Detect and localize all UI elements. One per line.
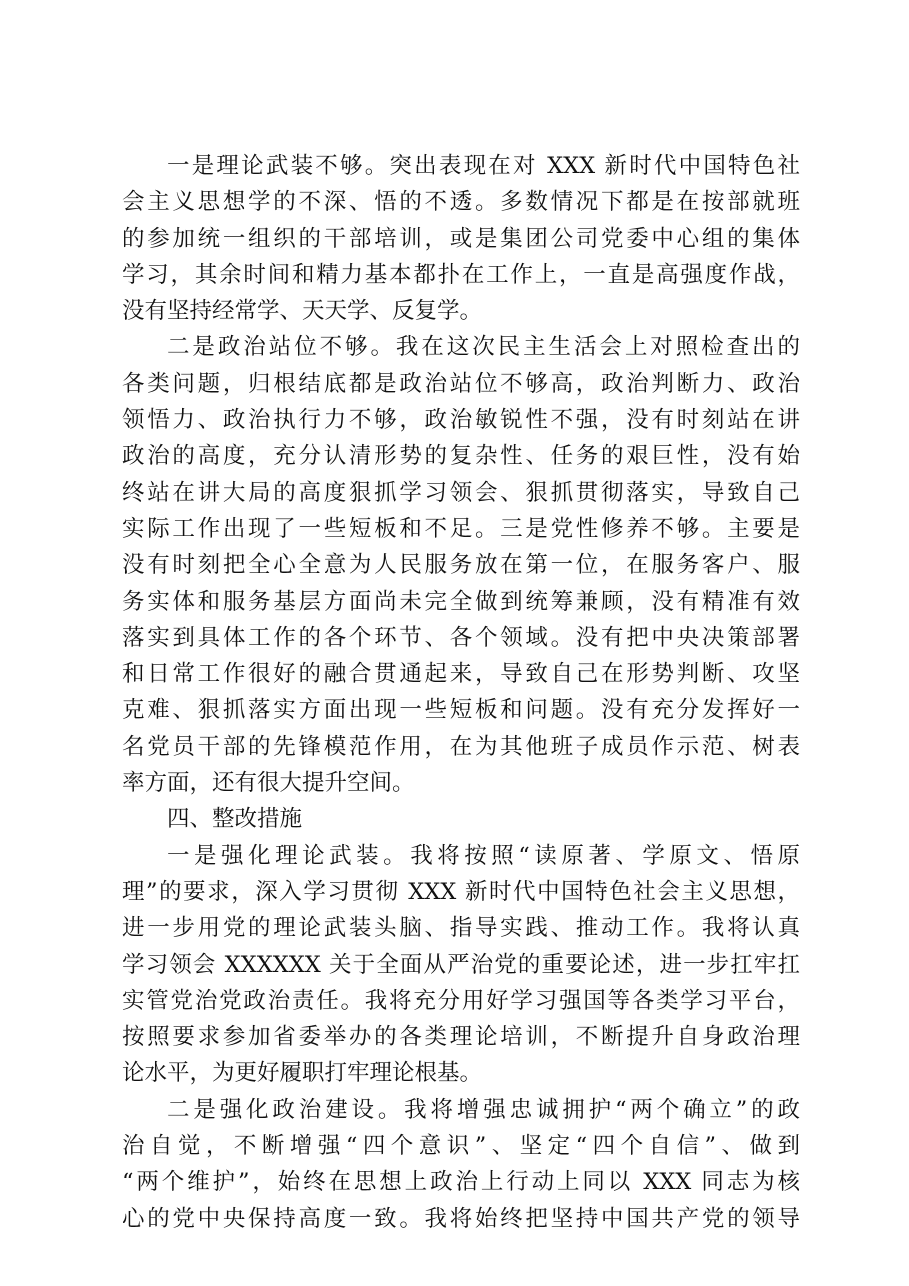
text-line: 没有坚持经常学、天天学、反复学。 <box>122 298 483 325</box>
text-line: 治自觉，不断增强“四个意识”、坚定“四个自信”、做到 <box>122 1133 800 1160</box>
document-body <box>122 148 800 1237</box>
text-line: 率方面，还有很大提升空间。 <box>122 770 415 797</box>
text-line: 务实体和服务基层方面尚未完全做到统筹兼顾，没有精准有效 <box>122 588 800 615</box>
text-line: 按照要求参加省委举办的各类理论培训，不断提升自身政治理 <box>122 1024 800 1051</box>
text-line: 理”的要求，深入学习贯彻 XXX 新时代中国特色社会主义思想， <box>122 878 800 905</box>
text-line: 会主义思想学的不深、悟的不透。多数情况下都是在按部就班 <box>122 189 800 216</box>
text-line: 克难、狠抓落实方面出现一些短板和问题。没有充分发挥好一 <box>122 697 800 724</box>
text-line: 实际工作出现了一些短板和不足。三是党性修养不够。主要是 <box>122 515 800 542</box>
text-line: 实管党治党政治责任。我将充分用好学习强国等各类学习平台， <box>122 987 800 1014</box>
text-line: 和日常工作很好的融合贯通起来，导致自己在形势判断、攻坚 <box>122 661 800 688</box>
text-line: 各类问题，归根结底都是政治站位不够高，政治判断力、政治 <box>122 370 800 397</box>
text-line: 二是政治站位不够。我在这次民主生活会上对照检查出的 <box>167 334 800 361</box>
text-line: 一是强化理论武装。我将按照“读原著、学原文、悟原 <box>167 842 800 869</box>
section-heading: 四、整改措施 <box>167 806 303 833</box>
text-line: 心的党中央保持高度一致。我将始终把坚持中国共产党的领导 <box>122 1205 800 1232</box>
text-line: 终站在讲大局的高度狠抓学习领会、狠抓贯彻落实，导致自己 <box>122 479 800 506</box>
text-line: “两个维护”，始终在思想上政治上行动上同以 XXX 同志为核 <box>122 1169 800 1196</box>
text-line: 领悟力、政治执行力不够，政治敏锐性不强，没有时刻站在讲 <box>122 407 800 434</box>
text-line: 二是强化政治建设。我将增强忠诚拥护“两个确立”的政 <box>167 1096 800 1123</box>
text-line: 落实到具体工作的各个环节、各个领域。没有把中央决策部署 <box>122 624 800 651</box>
text-line: 论水平，为更好履职打牢理论根基。 <box>122 1060 483 1087</box>
text-line: 学习，其余时间和精力基本都扑在工作上，一直是高强度作战， <box>122 261 800 288</box>
text-line: 一是理论武装不够。突出表现在对 XXX 新时代中国特色社 <box>167 153 800 179</box>
text-line: 进一步用党的理论武装头脑、指导实践、推动工作。我将认真 <box>122 915 800 942</box>
text-line: 的参加统一组织的干部培训，或是集团公司党委中心组的集体 <box>122 225 800 252</box>
text-line: 政治的高度，充分认清形势的复杂性、任务的艰巨性，没有始 <box>122 443 800 470</box>
text-line: 没有时刻把全心全意为人民服务放在第一位，在服务客户、服 <box>122 552 800 579</box>
text-line: 学习领会 XXXXXX 关于全面从严治党的重要论述，进一步扛牢扛 <box>122 951 800 978</box>
text-line: 名党员干部的先锋模范作用，在为其他班子成员作示范、树表 <box>122 733 800 760</box>
